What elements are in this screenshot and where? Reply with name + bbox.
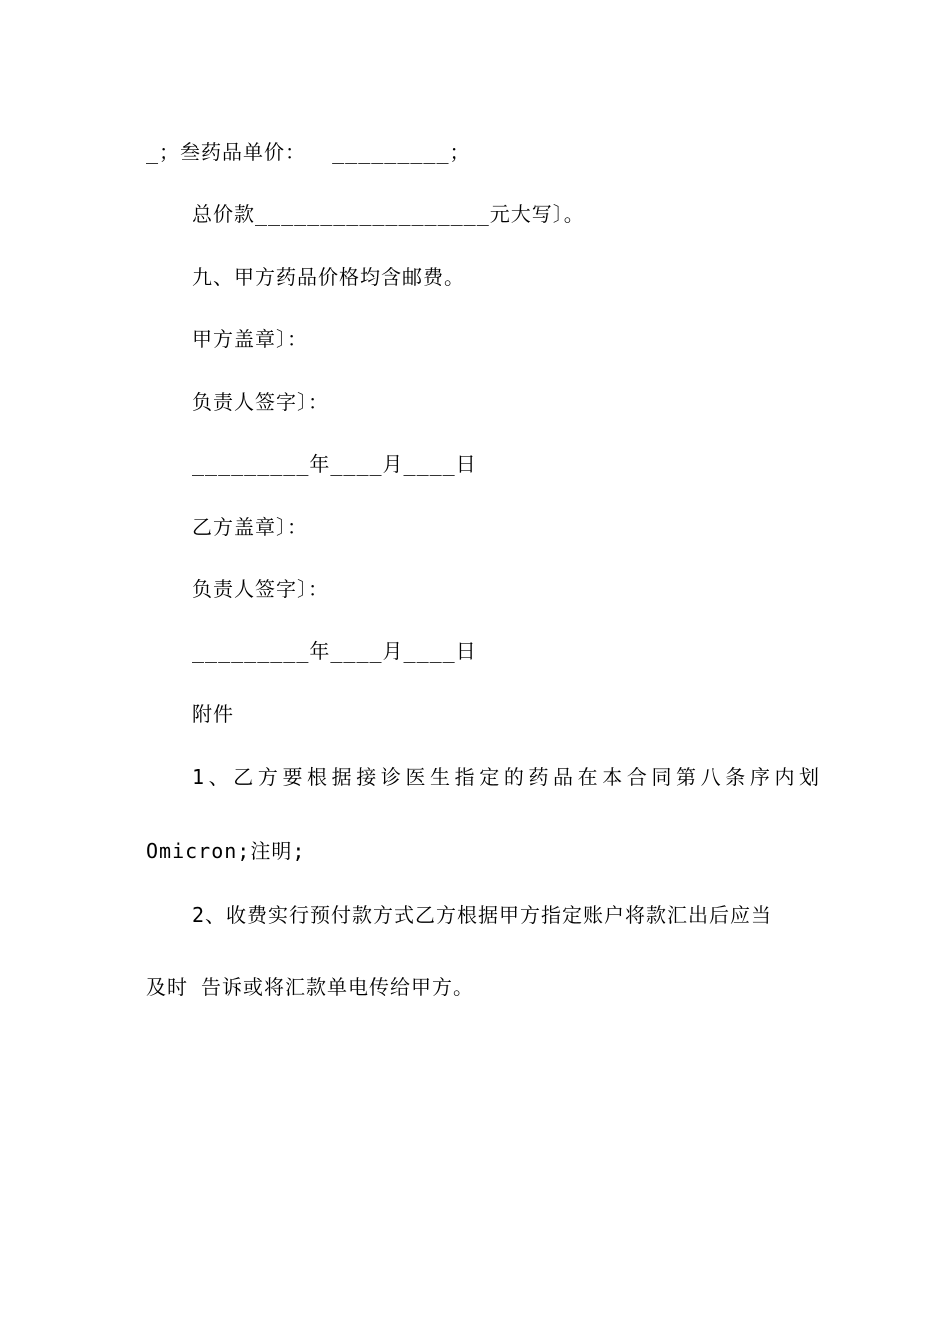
party-b-signature: 负责人签字〕： <box>192 577 329 601</box>
attachment-item-1-continued: Omicron;注明; <box>146 839 306 863</box>
party-a-date: _________年____月____日 <box>192 452 477 476</box>
attachment-item-2: 2、收费实行预付款方式乙方根据甲方指定账户将款汇出后应当 <box>192 903 773 927</box>
attachment-item-2-continued: 及时 告诉或将汇款单电传给甲方。 <box>146 975 475 999</box>
attachment-heading: 附件 <box>192 702 234 726</box>
unit-price-line: _；叁药品单价： _________； <box>146 140 471 164</box>
party-b-date: _________年____月____日 <box>192 639 477 663</box>
clause-nine: 九、甲方药品价格均含邮费。 <box>192 265 465 289</box>
total-price-line: 总价款__________________元大写〕。 <box>192 202 585 226</box>
party-b-seal: 乙方盖章〕： <box>192 515 308 539</box>
attachment-item-1: 1、乙方要根据接诊医生指定的药品在本合同第八条序内划 <box>192 765 824 789</box>
party-a-signature: 负责人签字〕： <box>192 390 329 414</box>
party-a-seal: 甲方盖章〕： <box>192 327 308 351</box>
